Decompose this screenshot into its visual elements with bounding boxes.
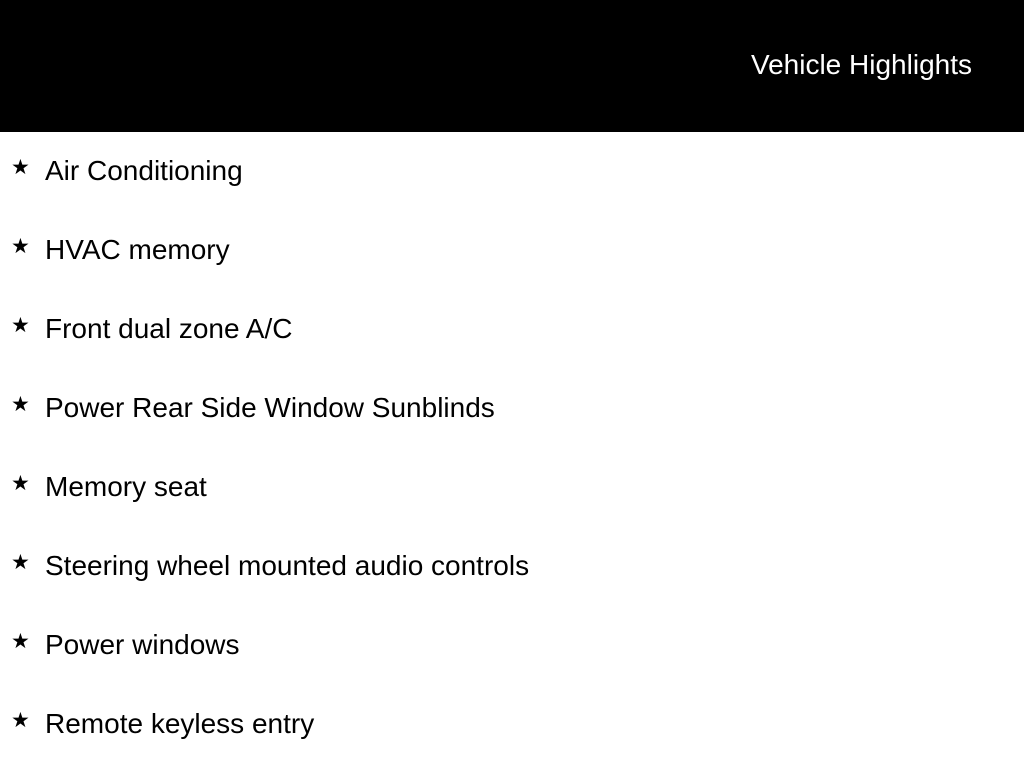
star-icon: ★ (11, 630, 30, 653)
star-icon: ★ (11, 472, 30, 495)
list-item (0, 527, 1024, 606)
star-icon: ★ (11, 393, 30, 416)
star-icon: ★ (11, 235, 30, 258)
highlight-label: Steering wheel mounted audio controls (45, 550, 530, 581)
highlight-label: Memory seat (45, 471, 207, 502)
highlight-label: Power Rear Side Window Sunblinds (45, 392, 495, 423)
list-item (0, 211, 1024, 290)
list-item (0, 448, 1024, 527)
star-icon: ★ (11, 709, 30, 732)
list-item (0, 369, 1024, 448)
list-item (0, 685, 1024, 764)
page-title: Vehicle Highlights (750, 49, 972, 80)
highlight-label: HVAC memory (45, 234, 230, 265)
header-bar (0, 0, 1024, 132)
list-item (0, 606, 1024, 685)
list-item (0, 290, 1024, 369)
list-item (0, 132, 1024, 211)
highlight-label: Power windows (45, 629, 240, 660)
star-icon: ★ (11, 551, 30, 574)
highlight-label: Front dual zone A/C (45, 313, 293, 344)
highlight-label: Remote keyless entry (45, 708, 315, 739)
star-icon: ★ (11, 314, 30, 337)
highlight-label: Air Conditioning (45, 155, 243, 186)
vehicle-highlights-list (0, 132, 1024, 764)
star-icon: ★ (11, 156, 30, 179)
